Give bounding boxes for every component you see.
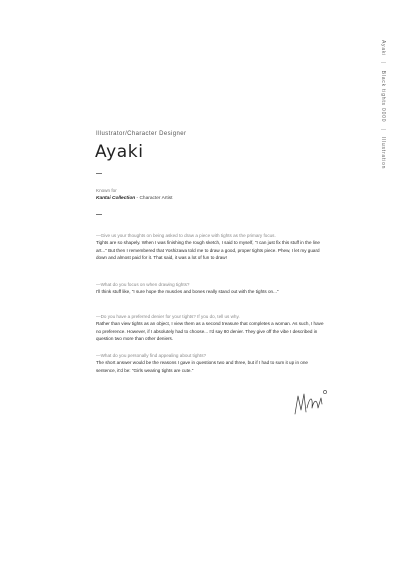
answer: Tights are so shapely. When I was finishing the rough sketch, I said to myself, "I can just fix this stuff in the line art..." But then I remembered that Yoshizawa told me to draw a good, proper tights piece. Phew, I let my guard down and almost paid for it. That said, it was a lot of fun to draw! xyxy=(96,240,320,261)
question: —What do you personally find appealing about tights? xyxy=(96,353,207,358)
question: —What do you focus on when drawing tights? xyxy=(96,282,190,287)
qa-block-2 xyxy=(96,281,324,296)
known-for-label: Known for xyxy=(96,188,117,193)
qa-block-3 xyxy=(96,313,324,343)
divider-dash xyxy=(96,214,102,215)
known-for-work: Kantai Collection xyxy=(96,196,136,201)
known-for-role: - Character Artist xyxy=(135,196,173,201)
artist-signature xyxy=(292,388,328,418)
artist-name: Ayaki xyxy=(95,142,144,162)
question: —Do you have a preferred denier for your tights? If you do, tell us why. xyxy=(96,314,240,319)
vertical-label-middle: Black tights 0000 xyxy=(380,70,386,123)
artist-role: Illustrator/Character Designer xyxy=(96,131,187,137)
vertical-label-separator: | xyxy=(380,128,386,131)
vertical-series-label xyxy=(380,40,386,169)
qa-block-1 xyxy=(96,232,324,262)
question: —Give us your thoughts on being asked to draw a piece with tights as the primary focus. xyxy=(96,233,276,238)
answer: Rather than view tights as an object, I view them as a second treasure that completes a woman. As such, I have no preference. However, if I absolutely had to choose... I'd say 80 denier. They give off the vibe I described in question two more than other deniers. xyxy=(96,321,324,342)
qa-block-4 xyxy=(96,352,324,374)
vertical-label-right: Ayaki xyxy=(380,40,386,57)
answer: I'll think stuff like, "I sure hope the muscles and bones really stand out with the tights on..." xyxy=(96,289,279,295)
vertical-label-left: Illustration xyxy=(380,136,386,170)
known-for-line xyxy=(96,196,173,201)
vertical-label-separator: | xyxy=(380,62,386,65)
answer: The short answer would be the reasons I gave in questions two and three, but if I had to sum it up in one sentence, it'd be: "Girls wearing tights are cute." xyxy=(96,360,308,373)
divider-dash xyxy=(96,173,102,174)
